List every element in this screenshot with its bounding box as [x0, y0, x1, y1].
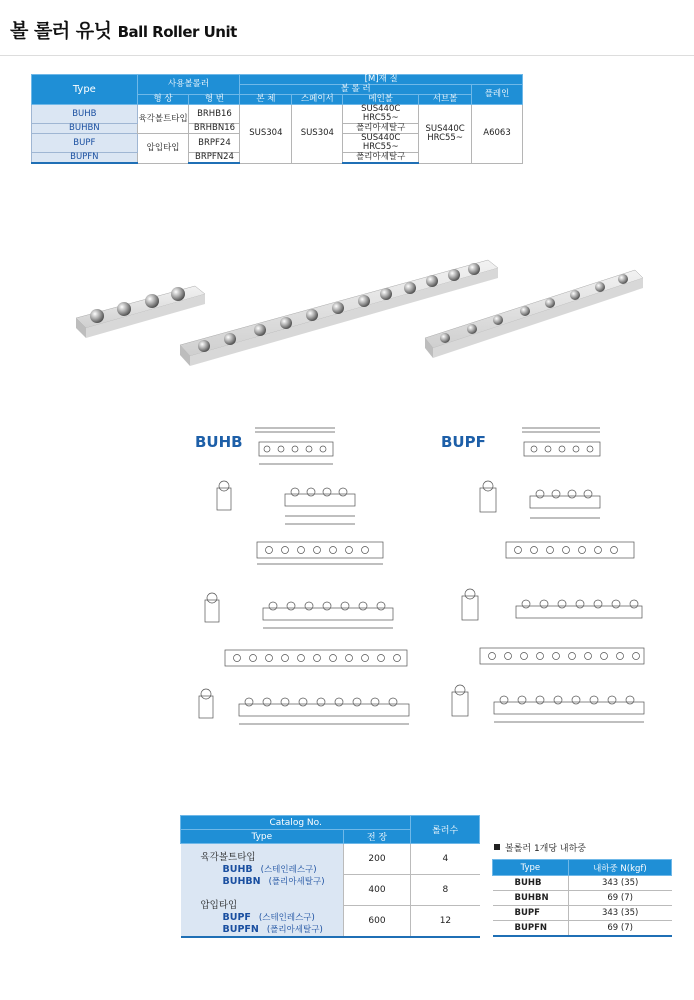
table-row	[32, 105, 523, 124]
count-cell: 4	[411, 844, 480, 875]
title-bar	[0, 0, 694, 56]
load-type-header: Type	[493, 860, 569, 876]
material-header: [M]재 질	[240, 75, 523, 85]
body-cell: SUS304	[240, 105, 292, 164]
load-type-cell: BUHB	[493, 876, 569, 891]
material-table	[31, 74, 523, 164]
code-bupfn	[201, 924, 343, 936]
title-english: Ball Roller Unit	[117, 23, 237, 41]
count-cell: 12	[411, 906, 480, 937]
sub-ball-header: 서브볼	[419, 95, 472, 105]
main-ball-cell: SUS440C HRC55~	[343, 105, 419, 124]
load-value-cell: 69 (7)	[568, 921, 671, 936]
load-type-cell: BUPFN	[493, 921, 569, 936]
catalog-type-header: Type	[181, 830, 344, 844]
part-no-cell: BRPF24	[189, 134, 240, 153]
part-no-cell: BRHBN16	[189, 124, 240, 134]
bupf-technical-drawing	[450, 420, 650, 730]
table-row	[493, 906, 672, 921]
length-cell: 600	[343, 906, 411, 937]
load-caption	[494, 841, 586, 854]
title-korean: 볼 롤러 유닛	[10, 20, 112, 42]
spacer-cell: SUS304	[292, 105, 343, 164]
type-cell: BUHB	[32, 105, 138, 124]
code-note: (폴리아세탈구)	[266, 925, 323, 935]
type-header: Type	[32, 75, 138, 105]
code-note: (스테인레스구)	[260, 865, 317, 875]
table-row	[493, 891, 672, 906]
main-ball-cell: 폴리아세탈구	[343, 124, 419, 134]
load-value-cell: 343 (35)	[568, 906, 671, 921]
group-bolt-type: 육각볼트타입	[200, 852, 256, 863]
load-value-cell: 69 (7)	[568, 891, 671, 906]
load-caption-text: 볼롤러 1개당 내하중	[505, 844, 587, 854]
count-cell: 8	[411, 875, 480, 906]
main-ball-header: 메인볼	[343, 95, 419, 105]
sub-ball-line-1: SUS440C	[425, 123, 465, 134]
load-value-cell: 343 (35)	[568, 876, 671, 891]
length-cell: 400	[343, 875, 411, 906]
page-title	[10, 16, 237, 43]
type-cell: BUPF	[32, 134, 138, 153]
spacer-header: 스페이서	[292, 95, 343, 105]
type-cell: BUPFN	[32, 153, 138, 164]
length-header: 전 장	[343, 830, 411, 844]
main-ball-cell: 폴리아세탈구	[343, 153, 419, 164]
type-cell: BUHBN	[32, 124, 138, 134]
drawing-label-buhb: BUHB	[195, 433, 243, 451]
catalog-type-cell	[181, 844, 344, 938]
body-header: 본 체	[240, 95, 292, 105]
code-note: (스테인레스구)	[258, 913, 315, 923]
load-value-header: 내하중 N(kgf)	[568, 860, 671, 876]
part-no-cell: BRPFN24	[189, 153, 240, 164]
load-type-cell: BUHBN	[493, 891, 569, 906]
product-photo	[70, 250, 645, 380]
table-row	[181, 844, 480, 875]
code-text: BUHBN	[222, 876, 261, 887]
ball-roller-header: 사용볼롤러	[137, 75, 240, 95]
code-buhbn	[201, 876, 343, 888]
sub-ball-line-2: HRC55~	[427, 132, 463, 143]
code-text: BUPFN	[222, 924, 259, 935]
table-row	[493, 876, 672, 891]
roller-count-header: 롤러수	[411, 816, 480, 844]
plate-cell: A6063	[472, 105, 523, 164]
main-ball-cell: SUS440C HRC55~	[343, 134, 419, 153]
load-table	[492, 859, 672, 937]
code-text: BUPF	[222, 912, 251, 923]
drawing-label-bupf: BUPF	[441, 433, 486, 451]
shape-header: 형 상	[137, 95, 189, 105]
table-row	[493, 921, 672, 936]
group-press-type: 압입타입	[200, 900, 238, 911]
length-cell: 200	[343, 844, 411, 875]
part-no-cell: BRHB16	[189, 105, 240, 124]
sub-ball-cell	[419, 105, 472, 164]
code-buhb	[201, 864, 343, 876]
code-bupf	[201, 912, 343, 924]
catalog-header: Catalog No.	[181, 816, 411, 830]
code-text: BUHB	[222, 864, 253, 875]
buhb-technical-drawing	[195, 420, 420, 730]
roller-header: 볼 롤 러	[240, 85, 472, 95]
shape-cell: 압입타입	[137, 134, 189, 164]
shape-cell: 육각볼트타입	[137, 105, 189, 134]
catalog-table	[180, 815, 480, 938]
part-no-header: 형 번	[189, 95, 240, 105]
plate-header: 플레인	[472, 85, 523, 105]
load-type-cell: BUPF	[493, 906, 569, 921]
code-note: (폴리아세탈구)	[268, 877, 325, 887]
bullet-square-icon	[494, 844, 500, 850]
